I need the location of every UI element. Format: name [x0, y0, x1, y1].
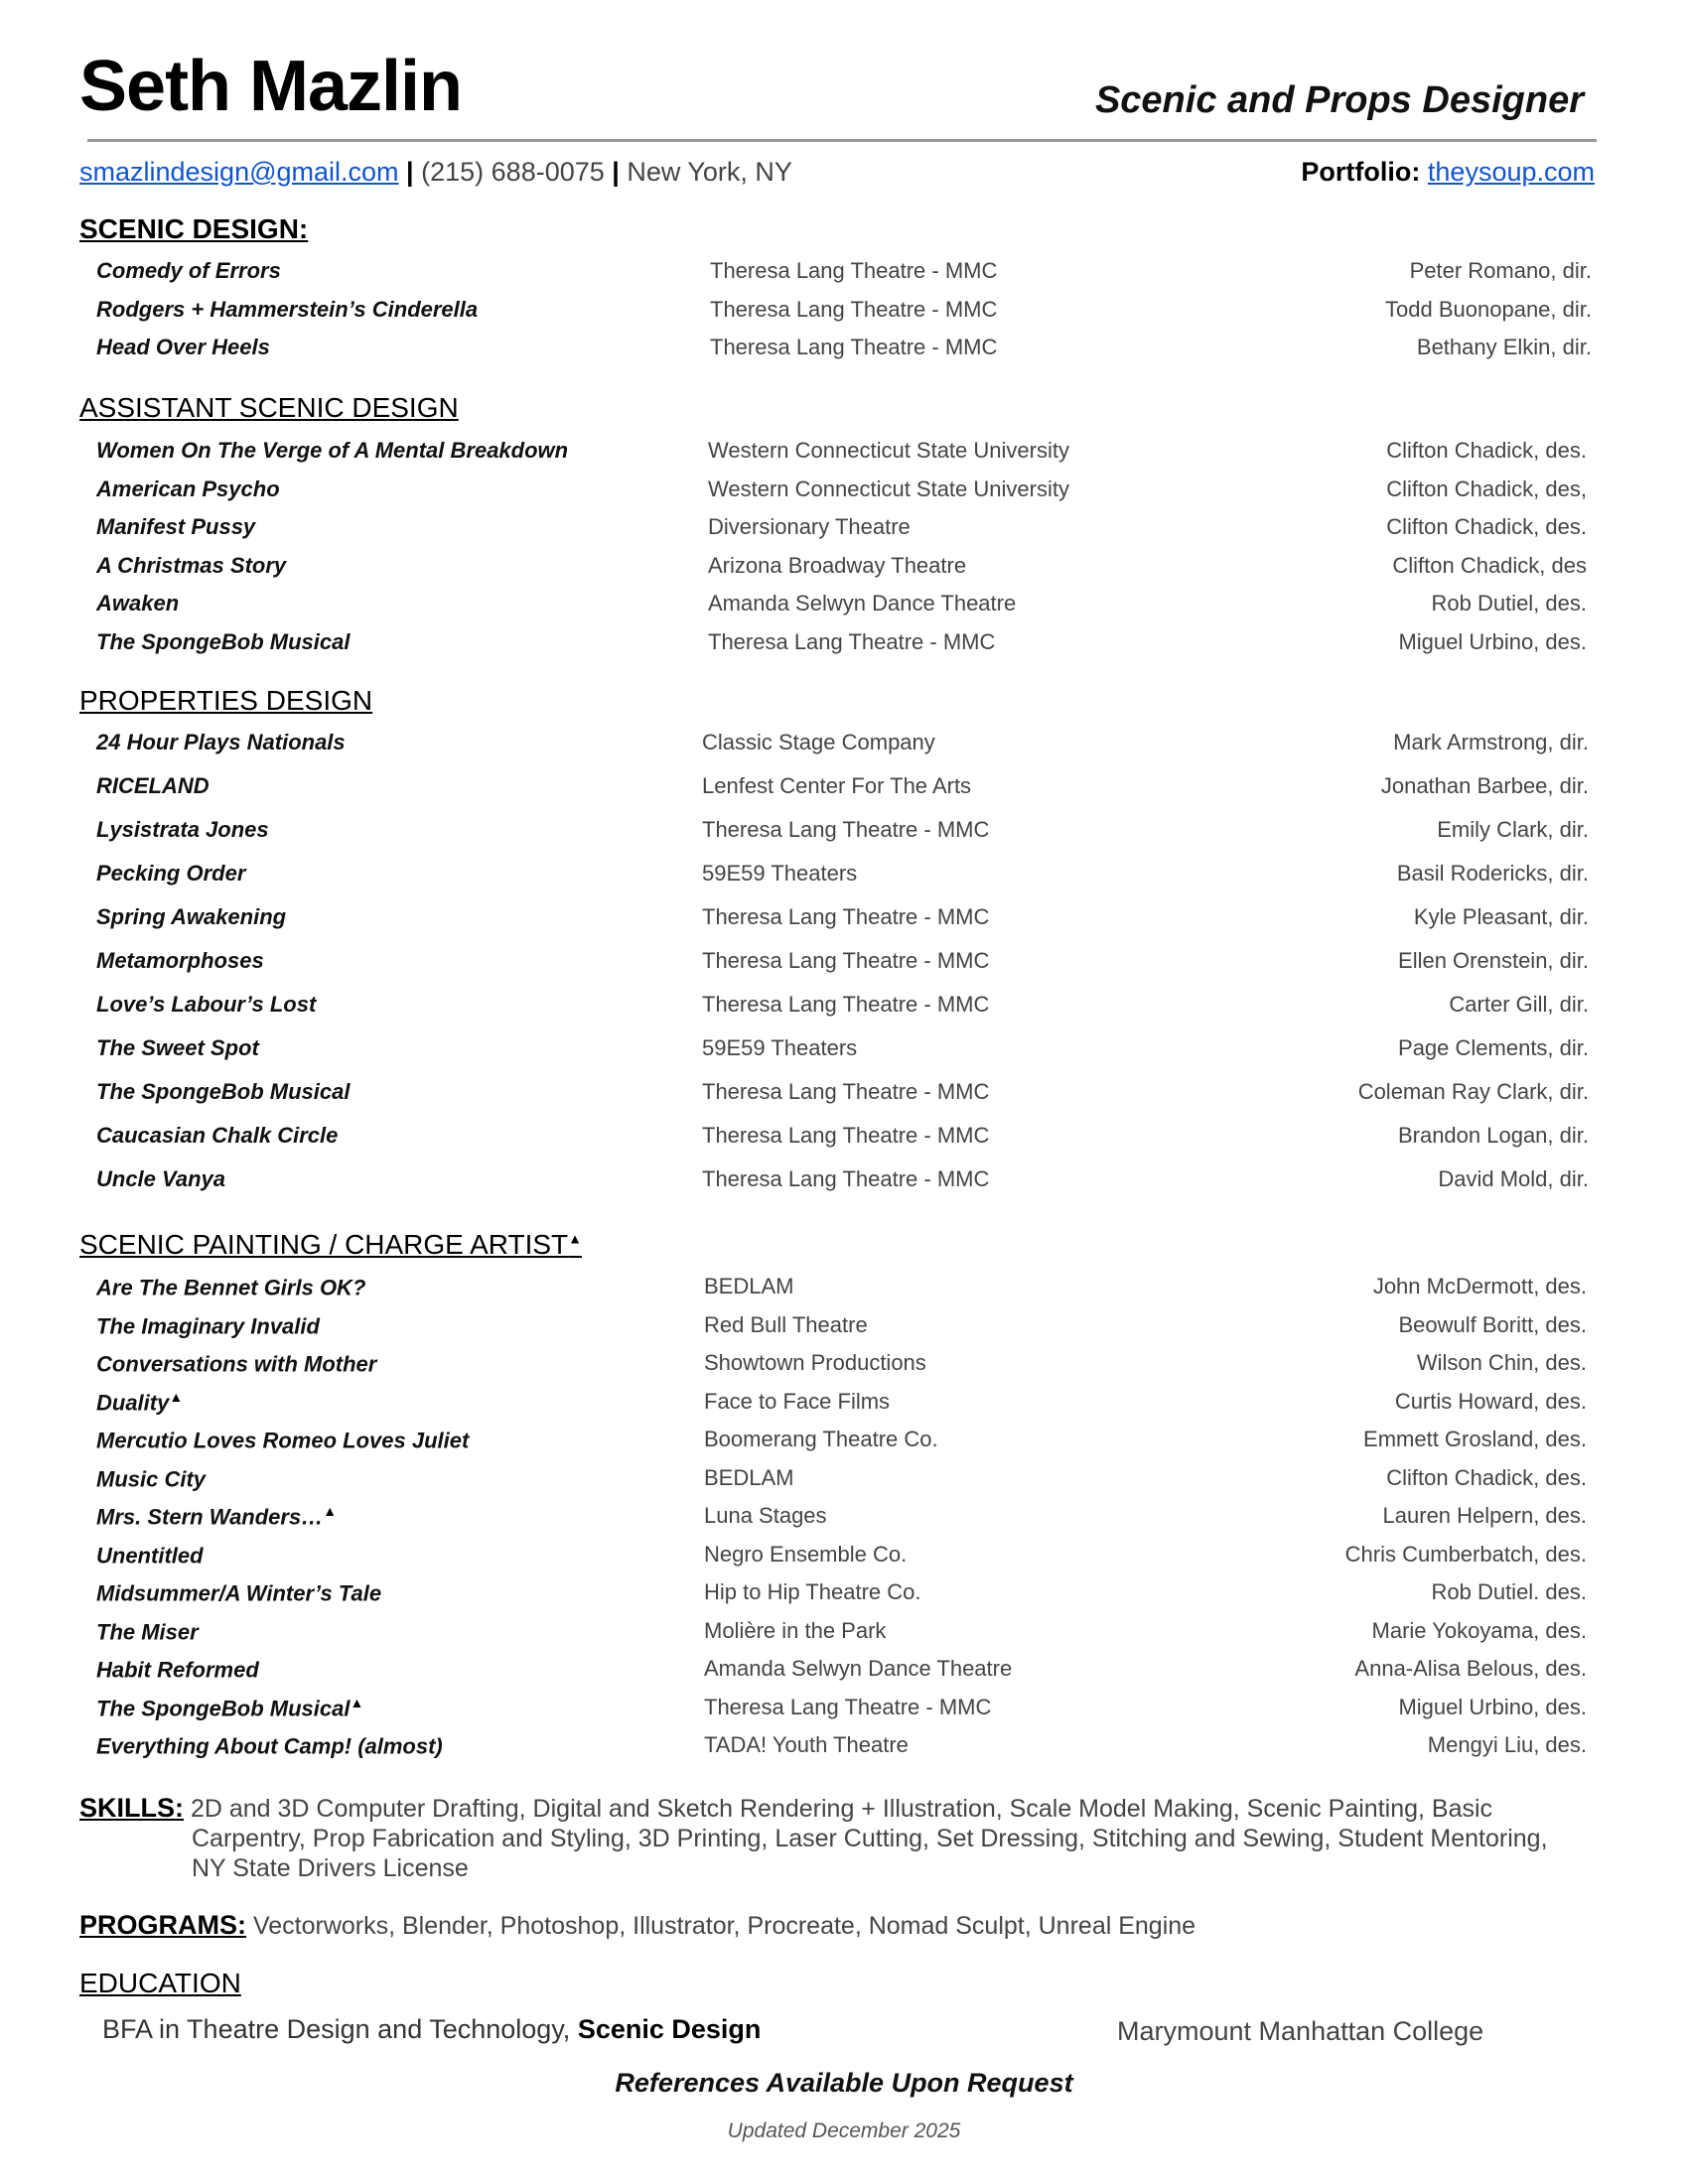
list-item: [0, 1166, 1688, 1196]
production-title: Metamorphoses: [96, 948, 264, 973]
list-item: [0, 904, 1688, 934]
credit: Basil Rodericks, dir.: [1396, 861, 1589, 886]
credit: Emmett Grosland, des.: [1363, 1427, 1587, 1451]
venue: Classic Stage Company: [702, 730, 935, 754]
credit: Chris Cumberbatch, des.: [1344, 1541, 1587, 1567]
production-title: Spring Awakening: [96, 904, 287, 929]
credit: Clifton Chadick, des.: [1386, 514, 1587, 539]
credit: Coleman Ray Clark, dir.: [1357, 1079, 1589, 1104]
section-title-text: SCENIC PAINTING / CHARGE ARTIST: [79, 1229, 569, 1260]
production-title: Unentitled: [96, 1542, 204, 1568]
venue: Theresa Lang Theatre - MMC: [702, 817, 990, 842]
education-school: Marymount Manhattan College: [1117, 2016, 1484, 2046]
portfolio-label: Portfolio:: [1301, 157, 1421, 187]
venue: Lenfest Center For The Arts: [702, 773, 972, 798]
list-item: [0, 438, 1688, 468]
list-item: [0, 1579, 1688, 1609]
contact-line: [79, 157, 792, 188]
triangle-marker-icon: ▲: [350, 1694, 364, 1710]
list-item: [0, 1079, 1688, 1109]
credit: Miguel Urbino, des.: [1398, 628, 1587, 654]
venue: Theresa Lang Theatre - MMC: [702, 948, 990, 973]
production-title: Manifest Pussy: [96, 514, 256, 539]
triangle-marker-icon: ▲: [323, 1503, 338, 1519]
list-item: [0, 1035, 1688, 1065]
credit: Peter Romano, dir.: [1409, 258, 1592, 283]
skills-line-1: 2D and 3D Computer Drafting, Digital and Sketch Rendering + Illustration, Scale Model Making, Scenic Painting, Basic: [190, 1795, 1493, 1823]
venue: Boomerang Theatre Co.: [704, 1427, 938, 1451]
list-item: [0, 1542, 1688, 1571]
credit: Bethany Elkin, dir.: [1416, 335, 1592, 359]
credit: Marie Yokoyama, des.: [1371, 1617, 1587, 1643]
list-item: [0, 730, 1688, 759]
list-item: [0, 1350, 1688, 1380]
production-title: Rodgers + Hammerstein’s Cinderella: [96, 296, 479, 322]
production-title: The Sweet Spot: [96, 1035, 259, 1060]
venue: Red Bull Theatre: [704, 1311, 868, 1337]
skills-section: [79, 1793, 1492, 1824]
production-title: Caucasian Chalk Circle: [96, 1123, 339, 1148]
list-item: [0, 948, 1688, 978]
production-title: Head Over Heels: [96, 335, 270, 359]
credit: Wilson Chin, des.: [1416, 1350, 1587, 1375]
venue: Theresa Lang Theatre - MMC: [702, 904, 990, 929]
production-title: 24 Hour Plays Nationals: [96, 730, 346, 754]
programs-text: Vectorworks, Blender, Photoshop, Illustrator, Procreate, Nomad Sculpt, Unreal Engine: [252, 1912, 1196, 1940]
venue: Amanda Selwyn Dance Theatre: [708, 591, 1017, 615]
venue: Theresa Lang Theatre - MMC: [710, 258, 998, 283]
credit: Brandon Logan, dir.: [1397, 1123, 1589, 1148]
list-item: [0, 1389, 1688, 1419]
production-title: Midsummer/A Winter’s Tale: [96, 1580, 382, 1606]
venue: 59E59 Theaters: [702, 861, 858, 886]
education-degree: [102, 2014, 761, 2045]
credit: Mark Armstrong, dir.: [1393, 730, 1589, 754]
references-note: References Available Upon Request: [615, 2068, 1073, 2098]
venue: Showtown Productions: [704, 1350, 926, 1375]
production-title: Comedy of Errors: [96, 258, 281, 283]
production-title: Are The Bennet Girls OK?: [96, 1275, 366, 1300]
venue: Western Connecticut State University: [708, 438, 1069, 463]
separator: |: [612, 157, 620, 187]
credit: Kyle Pleasant, dir.: [1413, 904, 1589, 929]
credit: Page Clements, dir.: [1398, 1035, 1589, 1060]
production-title: The Miser: [96, 1618, 199, 1644]
resume-name: Seth Mazlin: [79, 47, 463, 126]
list-item: [0, 1503, 1688, 1533]
production-title: The SpongeBob Musical: [96, 628, 351, 654]
portfolio-link[interactable]: theysoup.com: [1427, 157, 1595, 187]
list-item: [0, 1274, 1688, 1303]
credit: Clifton Chadick, des.: [1386, 1464, 1587, 1490]
skills-line-3: NY State Drivers License: [192, 1854, 469, 1882]
production-title: Uncle Vanya: [96, 1166, 226, 1191]
section-title-scenic-design: SCENIC DESIGN:: [79, 213, 309, 244]
credit: Miguel Urbino, des.: [1398, 1694, 1587, 1719]
credit: Anna-Alisa Belous, des.: [1354, 1656, 1587, 1681]
list-item: [0, 1656, 1688, 1686]
venue: Amanda Selwyn Dance Theatre: [704, 1656, 1013, 1681]
production-title: Duality▲: [96, 1388, 184, 1415]
production-title: Mercutio Loves Romeo Loves Juliet: [96, 1428, 470, 1453]
credit: Ellen Orenstein, dir.: [1398, 948, 1589, 973]
job-title: Scenic and Props Designer: [1094, 79, 1584, 121]
credit: Carter Gill, dir.: [1449, 992, 1589, 1017]
separator: |: [406, 157, 414, 187]
list-item: [0, 629, 1688, 659]
production-title: Awaken: [96, 591, 180, 615]
programs-section: [79, 1910, 1196, 1941]
list-item: [0, 1618, 1688, 1648]
venue: Molière in the Park: [704, 1617, 887, 1643]
venue: Theresa Lang Theatre - MMC: [708, 628, 996, 654]
venue: BEDLAM: [704, 1274, 794, 1298]
degree-text: BFA in Theatre Design and Technology,: [102, 2014, 571, 2044]
header-divider: [87, 139, 1597, 142]
venue: Hip to Hip Theatre Co.: [704, 1579, 921, 1604]
venue: Negro Ensemble Co.: [704, 1541, 908, 1567]
credit: Clifton Chadick, des,: [1386, 476, 1587, 501]
credit: Jonathan Barbee, dir.: [1380, 773, 1589, 798]
production-title: Music City: [96, 1465, 207, 1491]
credit: Todd Buonopane, dir.: [1385, 296, 1592, 322]
venue: Diversionary Theatre: [708, 514, 911, 539]
venue: 59E59 Theaters: [702, 1035, 858, 1060]
section-title-properties-design: PROPERTIES DESIGN: [79, 685, 373, 716]
list-item: [0, 817, 1688, 847]
section-title-education: EDUCATION: [79, 1968, 241, 1998]
production-title: Pecking Order: [96, 861, 246, 886]
venue: Theresa Lang Theatre - MMC: [702, 1166, 990, 1191]
list-item: [0, 1695, 1688, 1724]
degree-focus: Scenic Design: [577, 2014, 762, 2044]
section-title-assistant-scenic-design: ASSISTANT SCENIC DESIGN: [79, 392, 459, 423]
credit: Beowulf Boritt, des.: [1398, 1311, 1587, 1337]
list-item: [0, 1123, 1688, 1153]
production-title: The SpongeBob Musical▲: [96, 1694, 364, 1720]
venue: Theresa Lang Theatre - MMC: [702, 992, 990, 1017]
list-item: [0, 1732, 1688, 1762]
production-title: Conversations with Mother: [96, 1351, 377, 1377]
list-item: [0, 477, 1688, 506]
venue: Theresa Lang Theatre - MMC: [702, 1079, 990, 1104]
list-item: [0, 335, 1688, 364]
list-item: [0, 553, 1688, 583]
production-title: Mrs. Stern Wanders…▲: [96, 1503, 338, 1530]
credit: Rob Dutiel, des.: [1431, 591, 1587, 615]
venue: Face to Face Films: [704, 1388, 891, 1414]
credit: Clifton Chadick, des.: [1386, 438, 1587, 463]
list-item: [0, 1465, 1688, 1495]
list-item: [0, 861, 1688, 890]
production-title: RICELAND: [96, 773, 210, 798]
skills-line-2: Carpentry, Prop Fabrication and Styling, 3D Printing, Laser Cutting, Set Dressing, Stitching and Sewing, Student Mentoring,: [192, 1825, 1548, 1852]
venue: Theresa Lang Theatre - MMC: [710, 335, 998, 359]
credit: Curtis Howard, des.: [1394, 1388, 1587, 1414]
list-item: [0, 992, 1688, 1022]
programs-label: PROGRAMS:: [79, 1910, 246, 1940]
production-title: The SpongeBob Musical: [96, 1079, 351, 1104]
credit: Lauren Helpern, des.: [1382, 1503, 1587, 1528]
venue: TADA! Youth Theatre: [704, 1732, 909, 1757]
list-item: [0, 297, 1688, 327]
production-title: Lysistrata Jones: [96, 817, 269, 842]
venue: Theresa Lang Theatre - MMC: [704, 1694, 992, 1719]
credit: Emily Clark, dir.: [1437, 817, 1589, 842]
location: New York, NY: [627, 157, 792, 187]
venue: Theresa Lang Theatre - MMC: [702, 1123, 990, 1148]
production-title: Women On The Verge of A Mental Breakdown: [96, 438, 569, 463]
production-title: Habit Reformed: [96, 1657, 259, 1683]
list-item: [0, 258, 1688, 288]
venue: Western Connecticut State University: [708, 476, 1069, 501]
credit: Mengyi Liu, des.: [1427, 1732, 1587, 1757]
production-title: A Christmas Story: [96, 552, 287, 578]
updated-date: Updated December 2025: [727, 2119, 961, 2142]
credit: John McDermott, des.: [1372, 1274, 1587, 1298]
triangle-marker-icon: ▲: [568, 1230, 583, 1247]
section-title-scenic-painting: [79, 1229, 582, 1261]
venue: Theresa Lang Theatre - MMC: [710, 296, 998, 322]
credit: David Mold, dir.: [1438, 1166, 1589, 1191]
email-link[interactable]: smazlindesign@gmail.com: [79, 157, 399, 187]
list-item: [0, 773, 1688, 803]
venue: BEDLAM: [704, 1464, 794, 1490]
credit: Rob Dutiel. des.: [1431, 1579, 1587, 1604]
venue: Arizona Broadway Theatre: [708, 552, 967, 578]
skills-label: SKILLS:: [79, 1793, 184, 1823]
list-item: [0, 1427, 1688, 1456]
venue: Luna Stages: [704, 1503, 827, 1528]
list-item: [0, 1312, 1688, 1342]
triangle-marker-icon: ▲: [169, 1388, 184, 1405]
credit: Clifton Chadick, des: [1392, 552, 1587, 578]
production-title: The Imaginary Invalid: [96, 1312, 320, 1338]
phone: (215) 688-0075: [421, 157, 605, 187]
list-item: [0, 591, 1688, 620]
production-title: American Psycho: [96, 476, 280, 501]
portfolio: [1301, 157, 1595, 188]
production-title: Everything About Camp! (almost): [96, 1733, 443, 1759]
production-title: Love’s Labour’s Lost: [96, 992, 317, 1017]
list-item: [0, 514, 1688, 544]
